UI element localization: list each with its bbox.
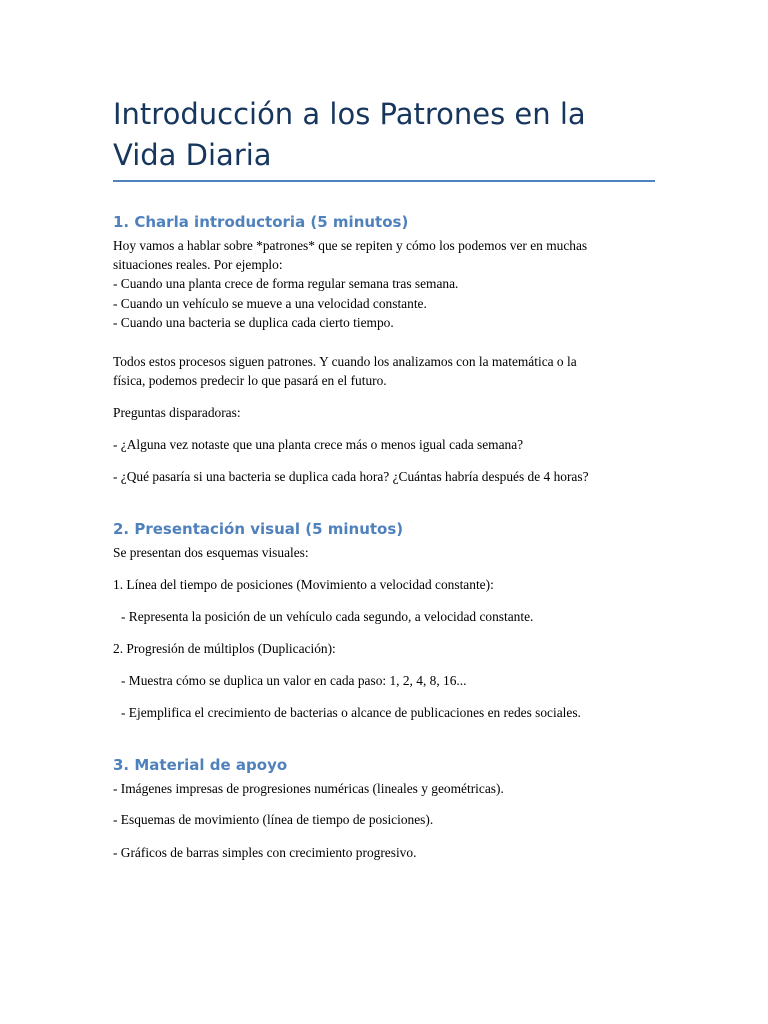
paragraph-line: física, podemos predecir lo que pasará en el futuro. bbox=[113, 373, 387, 389]
paragraph-line: Hoy vamos a hablar sobre *patrones* que se repiten y cómo los podemos ver en muchas bbox=[113, 238, 588, 253]
paragraph-line: - Cuando una planta crece de forma regular semana tras semana. bbox=[113, 276, 459, 292]
paragraph-line: situaciones reales. Por ejemplo: bbox=[113, 257, 283, 273]
list-item: - Gráficos de barras simples con crecimiento progresivo. bbox=[113, 845, 417, 860]
visual-item-1-detail bbox=[113, 607, 673, 626]
paragraph-line: Todos estos procesos siguen patrones. Y cuando los analizamos con la matemática o la bbox=[113, 354, 577, 369]
section-presentacion bbox=[113, 519, 673, 562]
document-title: Introducción a los Patrones en la Vida Diaria bbox=[113, 97, 586, 172]
section-heading: 3. Material de apoyo bbox=[113, 756, 288, 774]
section-charla bbox=[113, 212, 673, 332]
list-item: - Esquemas de movimiento (línea de tiempo de posiciones). bbox=[113, 812, 434, 827]
section-material bbox=[113, 755, 673, 798]
list-item-detail: - Representa la posición de un vehículo cada segundo, a velocidad constante. bbox=[121, 609, 534, 624]
question-2-block bbox=[113, 467, 673, 486]
question-1-block bbox=[113, 435, 673, 454]
list-item-detail: - Ejemplifica el crecimiento de bacterias o alcance de publicaciones en redes sociales. bbox=[121, 705, 581, 720]
section-heading: 2. Presentación visual (5 minutos) bbox=[113, 520, 404, 538]
visual-item-2-detail-b bbox=[113, 703, 673, 722]
question-item: - ¿Qué pasaría si una bacteria se duplica cada hora? ¿Cuántas habría después de 4 horas? bbox=[113, 469, 589, 484]
questions-label-block bbox=[113, 403, 673, 422]
material-item-3 bbox=[113, 843, 673, 862]
question-item: - ¿Alguna vez notaste que una planta crece más o menos igual cada semana? bbox=[113, 437, 524, 452]
section-heading: 1. Charla introductoria (5 minutos) bbox=[113, 213, 409, 231]
paragraph-line: - Cuando un vehículo se mueve a una velocidad constante. bbox=[113, 295, 427, 311]
visual-item-1 bbox=[113, 575, 673, 594]
list-item-detail: - Muestra cómo se duplica un valor en cada paso: 1, 2, 4, 8, 16... bbox=[121, 673, 467, 688]
list-item: 1. Línea del tiempo de posiciones (Movimiento a velocidad constante): bbox=[113, 577, 494, 592]
list-item: - Imágenes impresas de progresiones numéricas (lineales y geométricas). bbox=[113, 781, 504, 796]
title-underline bbox=[113, 180, 655, 182]
visual-item-2 bbox=[113, 639, 673, 658]
paragraph-line: - Cuando una bacteria se duplica cada cierto tiempo. bbox=[113, 314, 394, 330]
material-item-2 bbox=[113, 810, 673, 829]
questions-label: Preguntas disparadoras: bbox=[113, 405, 241, 420]
analysis-paragraph bbox=[113, 352, 673, 390]
list-item: 2. Progresión de múltiplos (Duplicación): bbox=[113, 641, 336, 656]
visual-item-2-detail-a bbox=[113, 671, 673, 690]
paragraph-line: Se presentan dos esquemas visuales: bbox=[113, 545, 309, 560]
